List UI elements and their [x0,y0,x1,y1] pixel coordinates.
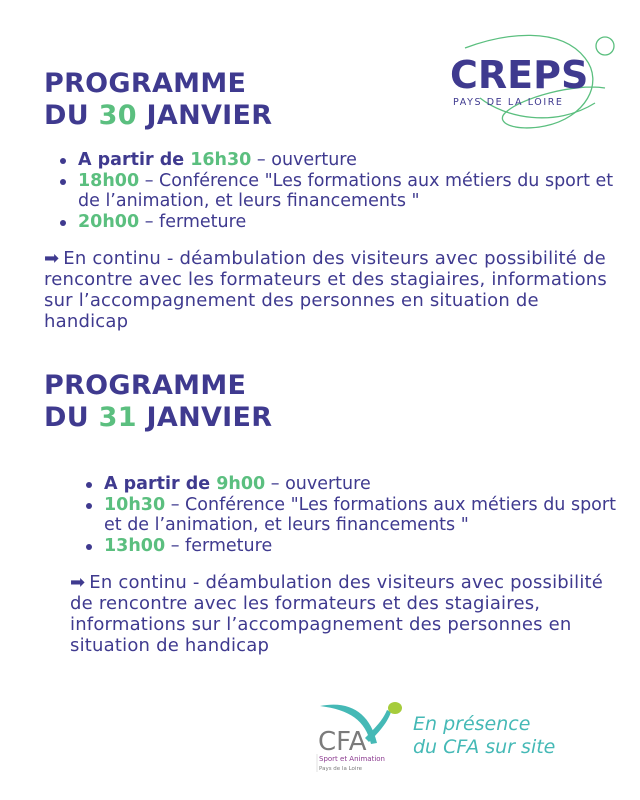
day1-schedule [56,150,616,232]
day2-title-suffix: JANVIER [136,402,273,433]
arrow-right-icon: ➡ [70,572,86,593]
schedule-item [56,171,616,212]
day2-title-number: 31 [98,402,137,433]
item-time: 10h30 [104,494,166,515]
cfa-ball-icon [388,702,402,714]
item-lead: A partir de [78,150,191,170]
cfa-line1: Sport et Animation [319,755,385,763]
day2-note-text: En continu - déambulation des visiteurs avec possibilité de rencontre avec les formateurs et des stagiaires, informations sur l’accompagnement des personnes en situation de handicap [70,572,604,656]
item-time: 18h00 [78,170,140,191]
schedule-item [82,536,622,557]
cfa-presence-line2: du CFA sur site [413,736,556,758]
day2-note [70,572,610,656]
cfa-line2: Pays de la Loire [319,766,362,772]
day1-title-suffix: JANVIER [136,100,273,131]
day1-note-text: En continu - déambulation des visiteurs avec possibilité de rencontre avec les formateurs et des stagiaires, informations sur l’accompagnement des personnes en situation de handicap [44,248,607,332]
item-text: – Conférence "Les formations aux métiers du sport et de l’animation, et leurs financements " [78,170,614,211]
item-text: – Conférence "Les formations aux métiers du sport et de l’animation, et leurs financements " [104,494,616,535]
arrow-right-icon: ➡ [44,248,60,269]
day2-schedule [82,474,622,556]
creps-logo [445,28,615,138]
schedule-item [56,150,616,171]
day2-title [44,370,272,434]
creps-name: CREPS [450,53,589,97]
day1-title-number: 30 [98,100,137,131]
day2-title-line1: PROGRAMME [44,370,247,401]
schedule-item [82,495,622,536]
creps-subtitle: PAYS DE LA LOIRE [453,97,564,108]
cfa-presence-text [413,713,555,759]
day1-title-line1: PROGRAMME [44,68,247,99]
day1-note [44,248,624,332]
item-lead: A partir de [104,474,217,494]
day2-title-prefix: DU [44,402,99,433]
item-time: 20h00 [78,211,140,232]
day1-title [44,68,272,132]
item-text: – ouverture [265,474,371,494]
cfa-presence-line1: En présence [413,713,531,735]
day1-title-prefix: DU [44,100,99,131]
item-time: 9h00 [216,474,266,494]
item-time: 13h00 [104,535,166,556]
item-time: 16h30 [190,150,252,170]
item-text: – fermeture [139,211,247,232]
schedule-item [56,212,616,233]
item-text: – fermeture [165,535,273,556]
item-text: – ouverture [251,150,357,170]
schedule-item [82,474,622,495]
cfa-logo [315,698,405,773]
cfa-name: CFA [318,727,367,757]
